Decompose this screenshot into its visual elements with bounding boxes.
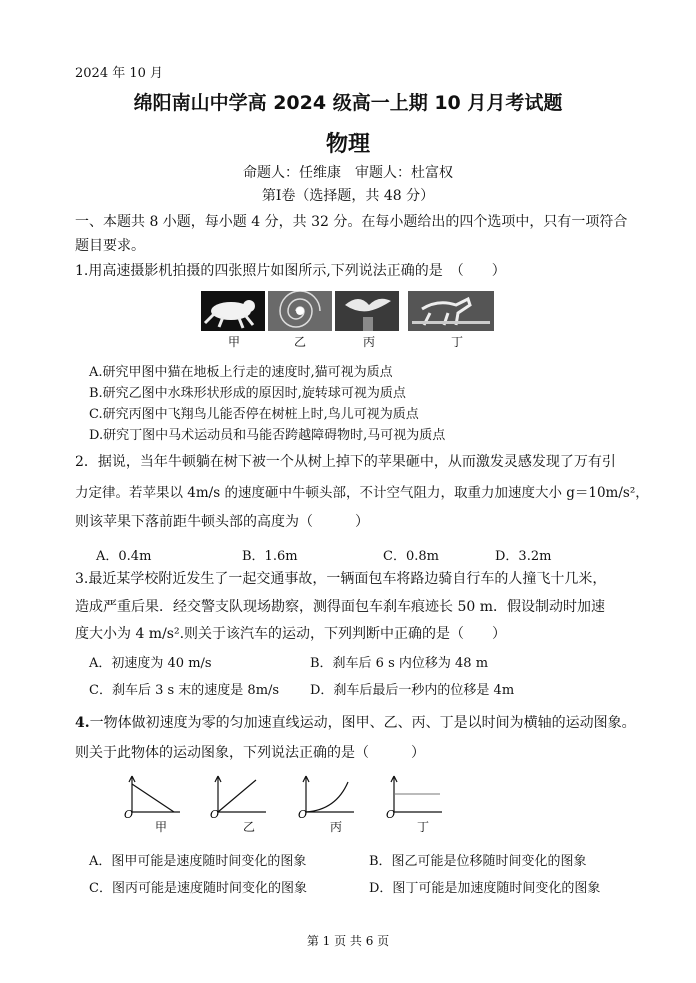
q4-line-1-text: 一物体做初速度为零的匀加速直线运动，图甲、乙、丙、丁是以时间为横轴的运动图象。 [89,715,636,731]
graph-bing [298,772,358,818]
q4-option-c: C．图丙可能是速度随时间变化的图象 [89,881,307,896]
q2-line-1: 2．据说，当年牛顿躺在树下被一个从树上掉下的苹果砸中，从而激发灵感发现了万有引 [75,454,616,470]
graph-ding [386,772,446,818]
q3-option-b: B．刹车后 6 s 内位移为 48 m [310,656,489,671]
section-heading: 第Ⅰ卷（选择题，共 48 分） [261,188,435,204]
graph-label-ding: 丁 [417,820,430,834]
q3-option-a: A．初速度为 40 m/s [89,656,212,671]
page-footer: 第 1 页 共 6 页 [306,934,390,948]
graph-yi-origin: O [210,808,220,818]
q2-option-c: C．0.8m [383,549,439,564]
authors-line: 命题人：任维康 审题人：杜富权 [243,165,453,181]
graph-label-bing: 丙 [330,820,343,834]
graph-ding-origin: O [386,808,396,818]
instructions-line-2: 题目要求。 [75,238,145,254]
q3-line-3: 度大小为 4 m/s².则关于该汽车的运动，下列判断中正确的是（ ） [75,626,507,642]
subject-title: 物理 [325,132,370,157]
q4-option-b: B．图乙可能是位移随时间变化的图象 [369,854,587,869]
exam-title: 绵阳南山中学高 2024 级高一上期 10 月月考试题 [133,92,563,114]
q2-option-b: B．1.6m [242,549,298,564]
q3-option-d: D．刹车后最后一秒内的位移是 4m [310,683,515,698]
photo-label-yi: 乙 [294,335,307,349]
q4-line-2: 则关于此物体的运动图象，下列说法正确的是（ ） [75,745,425,761]
graph-bing-origin: O [298,808,308,818]
q1-option-b: B.研究乙图中水珠形状形成的原因时,旋转球可视为质点 [89,386,406,401]
graph-jia [124,772,184,818]
q1-option-d: D.研究丁图中马术运动员和马能否跨越障碍物时,马可视为质点 [89,428,446,443]
q2-line-3: 则该苹果下落前距牛顿头部的高度为（ ） [75,514,369,530]
q3-line-1: 3.最近某学校附近发生了一起交通事故，一辆面包车将路边骑自行车的人撞飞十几米， [75,571,607,587]
q4-option-d: D．图丁可能是加速度随时间变化的图象 [369,881,601,896]
instructions-line-1: 一、本题共 8 小题，每小题 4 分，共 32 分。在每小题给出的四个选项中，只有一项符合 [75,214,628,230]
photo-bird [335,291,399,331]
graph-label-yi: 乙 [243,820,256,834]
photo-label-jia: 甲 [228,335,241,349]
q2-option-d: D．3.2m [495,549,552,564]
graph-yi [210,772,270,818]
photo-horse [408,291,494,331]
photo-cat [201,291,265,331]
exam-date: 2024 年 10 月 [75,66,164,81]
q3-line-2: 造成严重后果．经交警支队现场勘察，测得面包车刹车痕迹长 50 m．假设制动时加速 [75,599,605,615]
q2-option-a: A．0.4m [96,549,152,564]
q4-number: 4. [75,715,90,731]
q1-option-a: A.研究甲图中猫在地板上行走的速度时,猫可视为质点 [89,365,393,380]
graph-label-jia: 甲 [155,820,168,834]
graph-jia-origin: O [124,808,134,818]
q1-option-c: C.研究丙图中飞翔鸟儿能否停在树桩上时,鸟儿可视为质点 [89,407,419,422]
photo-spinning-ball [268,291,332,331]
photo-label-ding: 丁 [451,335,464,349]
photo-label-bing: 丙 [363,335,376,349]
q3-option-c: C．刹车后 3 s 末的速度是 8m/s [89,683,280,698]
q2-line-2: 力定律。若苹果以 4m/s 的速度砸中牛顿头部，不计空气阻力，取重力加速度大小 g＝10m/s²， [75,485,649,501]
q4-option-a: A．图甲可能是速度随时间变化的图象 [89,854,307,869]
q1-stem: 1.用高速摄影机拍摄的四张照片如图所示,下列说法正确的是 （ ） [75,263,506,279]
q4-line-1 [75,712,636,732]
